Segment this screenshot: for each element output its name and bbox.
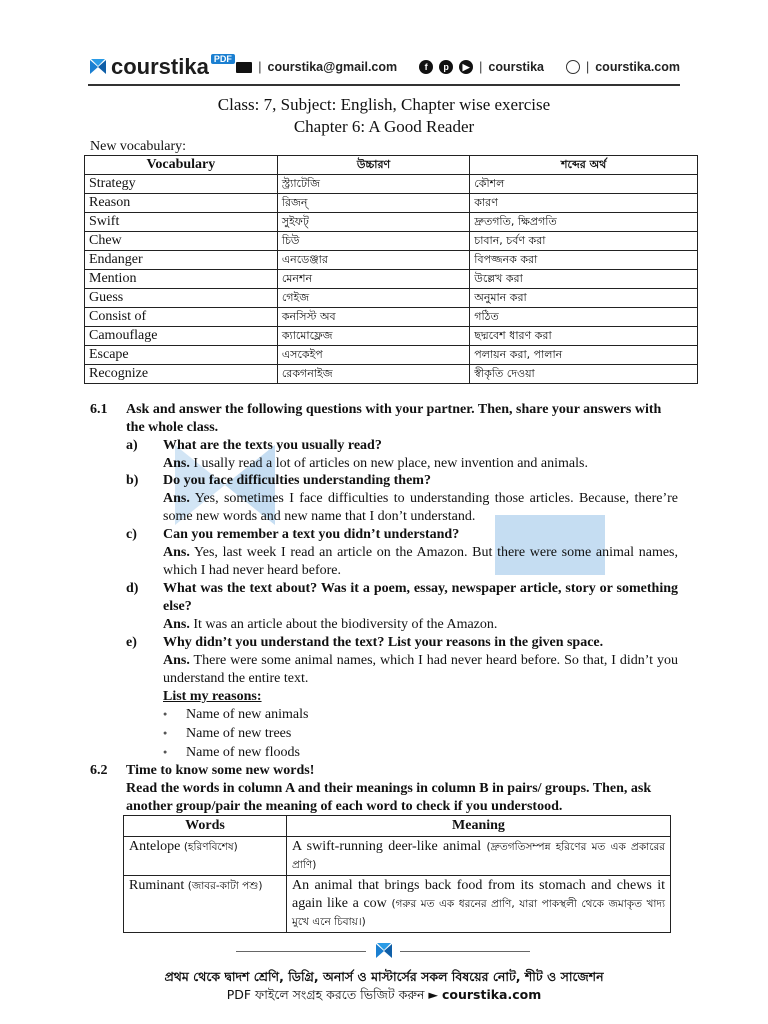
table-row xyxy=(85,327,698,346)
answer-label: Ans. xyxy=(163,491,190,506)
vocab-pronunciation: কনসিস্ট অব xyxy=(277,308,469,327)
vocab-header-row xyxy=(85,156,698,175)
vocab-meaning: কৌশল xyxy=(470,175,698,194)
answer-label: Ans. xyxy=(163,545,190,560)
vocab-word: Endanger xyxy=(85,251,278,270)
answer-text: Yes, sometimes I face difficulties to understanding those articles. Because, there’re some new words and new name that I don’t understand. xyxy=(163,491,678,524)
qa-item-e xyxy=(90,634,678,706)
answer-label: Ans. xyxy=(163,617,190,632)
header-divider xyxy=(88,84,680,86)
vocab-word: Escape xyxy=(85,346,278,365)
facebook-icon[interactable]: f xyxy=(419,60,433,74)
word-cell xyxy=(124,876,287,933)
section-number: 6.1 xyxy=(90,402,108,417)
answer-label: Ans. xyxy=(163,653,190,668)
website-link[interactable]: courstika.com xyxy=(595,60,680,74)
table-row xyxy=(85,289,698,308)
pinterest-icon[interactable]: p xyxy=(439,60,453,74)
page-title: Class: 7, Subject: English, Chapter wise exercise xyxy=(217,95,551,114)
vocab-pronunciation: স্ট্র্যাটেজি xyxy=(277,175,469,194)
section-title: Time to know some new words! xyxy=(126,763,315,778)
footer-visit-text: PDF ফাইলে সংগ্রহ করতে ভিজিট করুন ► xyxy=(226,987,438,1002)
brand-name: courstika xyxy=(111,54,209,79)
answer-label: Ans. xyxy=(163,456,190,471)
word: Antelope xyxy=(129,839,181,854)
table-row xyxy=(85,308,698,327)
table-row xyxy=(85,232,698,251)
vocab-word: Chew xyxy=(85,232,278,251)
vocab-word: Consist of xyxy=(85,308,278,327)
table-row xyxy=(85,270,698,289)
vocab-pronunciation: চিউ xyxy=(277,232,469,251)
section-instruction: Read the words in column A and their meanings in column B in pairs/ groups. Then, ask another group/pair the meaning of each word to check if you understood. xyxy=(126,781,652,814)
section-6-2 xyxy=(90,762,678,816)
qa-item-c xyxy=(90,526,678,580)
logo-mark-icon xyxy=(88,57,108,77)
vocab-word: Mention xyxy=(85,270,278,289)
footer-divider xyxy=(400,951,530,952)
vocab-label: New vocabulary: xyxy=(90,139,187,154)
col-header-pronunciation: উচ্চারণ xyxy=(277,156,469,175)
section-6-1 xyxy=(90,401,678,437)
qa-item-b xyxy=(90,472,678,526)
list-title: List my reasons: xyxy=(163,689,262,704)
vocab-meaning: দ্রুতগতি, ক্ষিপ্রগতি xyxy=(470,213,698,232)
vocab-meaning: ছদ্মবেশ ধারণ করা xyxy=(470,327,698,346)
vocab-meaning: কারণ xyxy=(470,194,698,213)
footer-logo-icon xyxy=(374,941,394,961)
vocab-word: Reason xyxy=(85,194,278,213)
header-contacts xyxy=(236,60,680,74)
word-bengali: (হরিণবিশেষ) xyxy=(183,841,238,853)
brand-logo[interactable] xyxy=(88,54,235,80)
vocab-pronunciation: রেকগনাইজ xyxy=(277,365,469,384)
meaning-bengali: (গরুর মত এক ধরনের প্রাণি, যারা পাকস্থলী থেকে জমাকৃত খাদ্য মুখে এনে চিবায়।) xyxy=(292,898,665,928)
meaning-cell xyxy=(287,876,671,933)
table-row xyxy=(85,346,698,365)
separator: | xyxy=(258,60,262,74)
item-label: e) xyxy=(126,635,137,650)
page-header xyxy=(88,52,680,86)
social-handle[interactable]: courstika xyxy=(488,60,544,74)
vocab-pronunciation: এসকেইপ xyxy=(277,346,469,365)
vocab-word: Strategy xyxy=(85,175,278,194)
youtube-icon[interactable]: ▶ xyxy=(459,60,473,74)
list-item: ● Name of new floods xyxy=(163,743,308,762)
footer-divider xyxy=(236,951,366,952)
words-table xyxy=(123,815,671,933)
answer-text: I usally read a lot of articles on new place, new invention and animals. xyxy=(193,456,588,471)
vocab-meaning: পলায়ন করা, পালান xyxy=(470,346,698,365)
email-link[interactable]: courstika@gmail.com xyxy=(267,60,398,74)
item-label: c) xyxy=(126,527,137,542)
reasons-list xyxy=(90,705,308,762)
separator: | xyxy=(479,60,483,74)
section-number: 6.2 xyxy=(90,763,108,778)
item-question: What was the text about? Was it a poem, essay, newspaper article, story or something else? xyxy=(163,581,678,614)
list-item: ● Name of new trees xyxy=(163,724,308,743)
vocab-table xyxy=(84,155,698,384)
item-label: a) xyxy=(126,438,138,453)
vocab-pronunciation: এনডেঞ্জার xyxy=(277,251,469,270)
vocab-pronunciation: মেনশন xyxy=(277,270,469,289)
word: Ruminant xyxy=(129,878,185,893)
section-question: Ask and answer the following questions with your partner. Then, share your answers with the whole class. xyxy=(126,402,662,435)
table-row xyxy=(85,213,698,232)
vocab-pronunciation: গেইজ xyxy=(277,289,469,308)
footer-website-link[interactable]: courstika.com xyxy=(441,987,542,1002)
mail-icon xyxy=(236,62,252,73)
answer-text: There were some animal names, which I had never heard before. So that, I didn’t you understand the entire text. xyxy=(163,653,678,686)
col-header-meaning: Meaning xyxy=(287,816,671,837)
meaning-bengali: (দ্রুতগতিসম্পন্ন হরিণের মত এক প্রকারের প্রাণি) xyxy=(292,841,665,871)
meaning-cell xyxy=(287,837,671,876)
meaning: An animal that brings back food from its stomach and chews it again like a cow xyxy=(292,878,665,911)
answer-text: Yes, last week I read an article on the Amazon. But there were some animal names, which I had never heard before. xyxy=(163,545,678,578)
separator: | xyxy=(585,60,590,74)
item-label: b) xyxy=(126,473,139,488)
word-cell xyxy=(124,837,287,876)
vocab-word: Recognize xyxy=(85,365,278,384)
vocab-meaning: স্বীকৃতি দেওয়া xyxy=(470,365,698,384)
word-bengali: (জাবর-কাটা পশু) xyxy=(187,880,263,892)
vocab-pronunciation: রিজন্ xyxy=(277,194,469,213)
vocab-word: Guess xyxy=(85,289,278,308)
list-item: ● Name of new animals xyxy=(163,705,308,724)
vocab-pronunciation: সুইফট্ xyxy=(277,213,469,232)
table-row xyxy=(124,837,671,876)
table-row xyxy=(85,251,698,270)
vocab-meaning: উল্লেখ করা xyxy=(470,270,698,289)
globe-icon xyxy=(566,60,580,74)
footer-visit xyxy=(0,987,768,1007)
col-header-meaning: শব্দের অর্থ xyxy=(470,156,698,175)
item-question: What are the texts you usually read? xyxy=(163,438,382,453)
footer-tagline: প্রথম থেকে দ্বাদশ শ্রেণি, ডিগ্রি, অনার্স ও মাস্টার্সের সকল বিষয়ের নোট, শীট ও সাজেশন xyxy=(164,969,604,984)
chapter-title: Chapter 6: A Good Reader xyxy=(293,117,475,136)
vocab-pronunciation: ক্যামোফ্লেজ xyxy=(277,327,469,346)
qa-item-a xyxy=(90,437,678,473)
table-row xyxy=(124,876,671,933)
item-question: Why didn’t you understand the text? List your reasons in the given space. xyxy=(163,635,604,650)
vocab-meaning: বিপজ্জনক করা xyxy=(470,251,698,270)
table-row xyxy=(85,194,698,213)
vocab-meaning: গঠিত xyxy=(470,308,698,327)
item-label: d) xyxy=(126,581,139,596)
col-header-vocabulary: Vocabulary xyxy=(85,156,278,175)
vocab-word: Swift xyxy=(85,213,278,232)
table-row xyxy=(85,175,698,194)
answer-text: It was an article about the biodiversity of the Amazon. xyxy=(193,617,498,632)
col-header-words: Words xyxy=(124,816,287,837)
table-row xyxy=(85,365,698,384)
meaning: A swift-running deer-like animal xyxy=(292,839,482,854)
vocab-meaning: চাবান, চর্বণ করা xyxy=(470,232,698,251)
words-header-row xyxy=(124,816,671,837)
item-question: Can you remember a text you didn’t understand? xyxy=(163,527,460,542)
brand-pdf-tag: PDF xyxy=(211,54,235,64)
qa-item-d xyxy=(90,580,678,634)
vocab-meaning: অনুমান করা xyxy=(470,289,698,308)
item-question: Do you face difficulties understanding them? xyxy=(163,473,431,488)
vocab-word: Camouflage xyxy=(85,327,278,346)
